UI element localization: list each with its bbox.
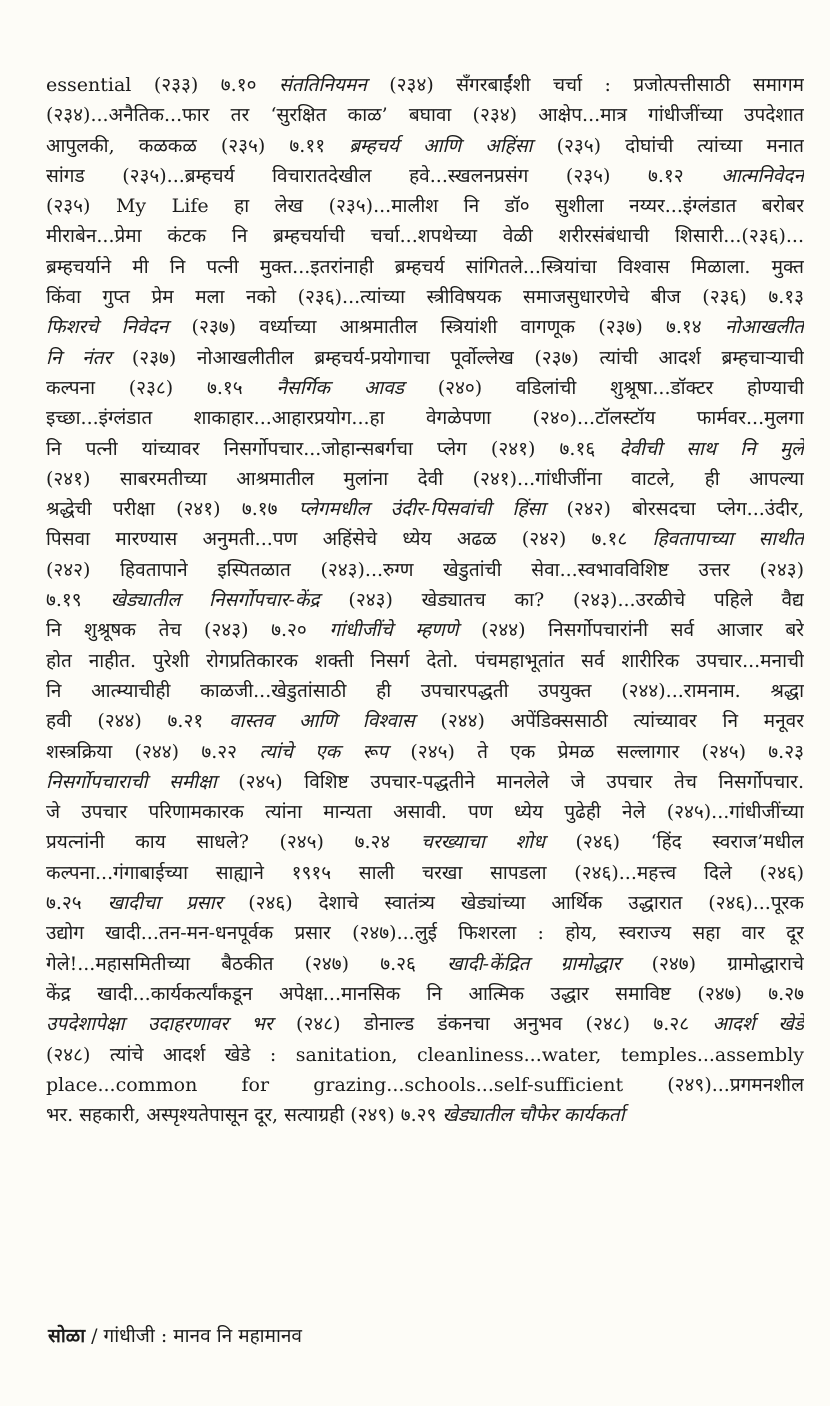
text-run: (२३७) नोआखलीतील ब्रम्हचर्य-प्रयोगाचा पूर्वोल्लेख (२३७) त्यांची आदर्श ब्रम्हचाऱ्याची xyxy=(111,346,804,369)
text-run: (२४३) खेड्यातच का? (२४३)...उरळीचे पहिले वैद्य xyxy=(319,589,804,612)
section-title: ब्रम्हचर्य आणि अहिंसा xyxy=(349,134,533,157)
text-line xyxy=(46,918,804,948)
text-line xyxy=(46,646,804,676)
text-line xyxy=(46,1100,804,1130)
text-line xyxy=(46,524,804,554)
index-text-block xyxy=(46,70,804,1130)
text-line xyxy=(46,373,804,403)
text-line xyxy=(46,615,804,645)
section-title: खादी-केंद्रित ग्रामोद्धार xyxy=(447,952,621,975)
text-line xyxy=(46,676,804,706)
text-line xyxy=(46,191,804,221)
text-run: श्रद्धेची परीक्षा (२४१) ७.१७ xyxy=(46,498,299,521)
section-title: खेड्यातील निसर्गोपचार-केंद्र xyxy=(110,589,320,612)
section-title: चरख्याचा शोध xyxy=(420,831,545,854)
text-run: (२४१) साबरमतीच्या आश्रमातील मुलांना देवी (२४१)...गांधीजींना वाटले, ही आपल्या xyxy=(46,467,804,490)
text-line xyxy=(46,464,804,494)
text-run: (२४४) अपेंडिक्ससाठी त्यांच्यावर नि मनूवर xyxy=(414,710,804,733)
text-run: ब्रम्हचर्याने मी नि पत्नी मुक्त...इतरांनाही ब्रम्हचर्य सांगितले...स्त्रियांचा विश्वास मिळाला. मुक्त xyxy=(46,255,804,278)
text-run: होत नाहीत. पुरेशी रोगप्रतिकारक शक्ती निसर्ग देतो. पंचमहाभूतांत सर्व शारीरिक उपचार...मनाची xyxy=(46,649,804,672)
section-title: हिवतापाच्या साथीत xyxy=(652,528,804,551)
text-line xyxy=(46,403,804,433)
text-line xyxy=(46,858,804,888)
text-run: (२३४) सँगरबाईंशी चर्चा : प्रजोत्पत्तीसाठी समागम xyxy=(366,74,804,96)
text-run: गेले!...महासमितीच्या बैठकीत (२४७) ७.२६ xyxy=(46,952,448,975)
section-title: फिशरचे निवेदन xyxy=(46,316,169,339)
text-run: नि पत्नी यांच्यावर निसर्गोपचार...जोहान्सबर्गचा प्लेग (२४१) ७.१६ xyxy=(46,437,620,460)
text-line xyxy=(46,1070,804,1100)
text-line xyxy=(46,585,804,615)
section-title: नैसर्गिक आवड xyxy=(276,376,404,399)
section-title: संततिनियमन xyxy=(278,74,367,96)
section-title: देवीची साथ नि मुले xyxy=(619,437,804,460)
text-run: भर. सहकारी, अस्पृश्यतेपासून दूर, सत्याग्रही (२४९) ७.२९ xyxy=(46,1104,443,1127)
text-run: (२४७) ग्रामोद्धाराचे xyxy=(620,952,804,975)
text-run: जे उपचार परिणामकारक त्यांना मान्यता असावी. पण ध्येय पुढेही नेले (२४५)...गांधीजींच्या xyxy=(46,801,804,824)
section-title: खादीचा प्रसार xyxy=(107,892,223,915)
text-line xyxy=(46,767,804,797)
text-line xyxy=(46,979,804,1009)
text-run: ७.१९ xyxy=(46,589,111,612)
text-line xyxy=(46,949,804,979)
book-title: गांधीजी : मानव नि महामानव xyxy=(103,1325,302,1347)
text-line xyxy=(46,131,804,161)
section-title: नि नंतर xyxy=(46,346,112,369)
text-line xyxy=(46,343,804,373)
text-run: (२३५) दोघांची त्यांच्या मनात xyxy=(532,134,804,157)
text-run: (२४८) डोनाल्ड डंकनचा अनुभव (२४८) ७.२८ xyxy=(272,1013,713,1036)
text-run: सांगड (२३५)...ब्रम्हचर्य विचारातदेखील हवे...स्खलनप्रसंग (२३५) ७.१२ xyxy=(46,164,722,187)
text-run: किंवा गुप्त प्रेम मला नको (२३६)...त्यांच्या स्त्रीविषयक समाजसुधारणेचे बीज (२३६) ७.१३ xyxy=(46,286,804,309)
text-line xyxy=(46,706,804,736)
text-run: इच्छा...इंग्लंडात शाकाहार...आहारप्रयोग...हा वेगळेपणा (२४०)...टॉलस्टॉय फार्मवर...मुलगा xyxy=(46,407,804,430)
section-title: त्यांचे एक रूप xyxy=(259,740,389,763)
section-title: प्लेगमधील उंदीर-पिसवांची हिंसा xyxy=(298,498,546,521)
text-line xyxy=(46,797,804,827)
text-line xyxy=(46,282,804,312)
section-title: खेड्यातील चौफेर कार्यकर्ता xyxy=(442,1104,625,1127)
text-line xyxy=(46,312,804,342)
page-number-label: सोळा xyxy=(48,1325,86,1347)
text-run: हवी (२४४) ७.२१ xyxy=(46,710,229,733)
text-run: पिसवा मारण्यास अनुमती...पण अहिंसेचे ध्येय अढळ (२४२) ७.१८ xyxy=(46,528,653,551)
text-run: (२४०) वडिलांची शुश्रूषा...डॉक्टर होण्याची xyxy=(403,376,804,399)
section-title: गांधीजींचे म्हणणे xyxy=(329,619,459,642)
text-run: (२३५) My Life हा लेख (२३५)...मालीश नि डॉ० सुशीला नय्यर...इंग्लंडात बरोबर xyxy=(46,195,804,218)
section-title: निसर्गोपचाराची समीक्षा xyxy=(46,770,217,793)
text-line xyxy=(46,494,804,524)
text-run: place...common for grazing...schools...self-sufficient (२४९)...प्रगमनशील xyxy=(46,1073,804,1096)
footer-separator: / xyxy=(91,1325,98,1347)
text-line xyxy=(46,70,804,100)
text-run: आपुलकी, कळकळ (२३५) ७.११ xyxy=(46,134,350,157)
text-run: शस्त्रक्रिया (२४४) ७.२२ xyxy=(46,740,260,763)
text-run: (२४६) देशाचे स्वातंत्र्य खेड्यांच्या आर्थिक उद्धारात (२४६)...पूरक xyxy=(222,892,804,915)
text-run: नि शुश्रूषक तेच (२४३) ७.२० xyxy=(46,619,330,642)
section-title: उपदेशापेक्षा उदाहरणावर भर xyxy=(46,1013,273,1036)
text-run: प्रयत्नांनी काय साधले? (२४५) ७.२४ xyxy=(46,831,421,854)
text-run: (२४४) निसर्गोपचारांनी सर्व आजार बरे xyxy=(458,619,804,642)
page-footer xyxy=(48,1322,302,1348)
section-title: वास्तव आणि विश्वास xyxy=(228,710,415,733)
text-line xyxy=(46,1009,804,1039)
section-title: आदर्श खेडे xyxy=(712,1013,804,1036)
text-run: कल्पना...गंगाबाईच्या साह्याने १९१५ साली चरखा सापडला (२४६)...महत्त्व दिले (२४६) xyxy=(46,861,804,884)
text-run: ७.२५ xyxy=(46,892,108,915)
text-line xyxy=(46,827,804,857)
text-line xyxy=(46,100,804,130)
text-run: कल्पना (२३८) ७.१५ xyxy=(46,376,277,399)
text-run: (२४२) हिवतापाने इस्पितळात (२४३)...रुग्ण खेडुतांची सेवा...स्वभावविशिष्ट उत्तर (२४३) xyxy=(46,558,804,581)
text-run: (२३७) वर्ध्याच्या आश्रमातील स्त्रियांशी वागणूक (२३७) ७.१४ xyxy=(168,316,725,339)
text-run: essential (२३३) ७.१० xyxy=(46,74,279,96)
text-line xyxy=(46,434,804,464)
text-run: केंद्र खादी...कार्यकर्त्यांकडून अपेक्षा...मानसिक नि आत्मिक उद्धार समाविष्ट (२४७) ७.२७ xyxy=(46,982,804,1005)
text-run: नि आत्म्याचीही काळजी...खेडुतांसाठी ही उपचारपद्धती उपयुक्त (२४४)...रामनाम. श्रद्धा xyxy=(46,679,804,702)
text-run: उद्योग खादी...तन-मन-धनपूर्वक प्रसार (२४७)...लुई फिशरला : होय, स्वराज्य सहा वार दूर xyxy=(46,922,804,945)
text-line xyxy=(46,221,804,251)
text-run: मीराबेन...प्रेमा कंटक नि ब्रम्हचर्याची चर्चा...शपथेच्या वेळी शरीरसंबंधाची शिसारी...(२३६)... xyxy=(46,225,804,248)
text-line xyxy=(46,161,804,191)
text-line xyxy=(46,555,804,585)
text-line xyxy=(46,737,804,767)
text-line xyxy=(46,252,804,282)
text-run: (२४८) त्यांचे आदर्श खेडे : sanitation, cleanliness...water, temples...assembly xyxy=(46,1043,804,1066)
text-run: (२४६) ‘हिंद स्वराज’मधील xyxy=(544,831,804,854)
section-title: नोआखलीत xyxy=(724,316,804,339)
text-run: (२४२) बोरसदचा प्लेग...उंदीर, xyxy=(545,498,804,521)
text-run: (२४५) ते एक प्रेमळ सल्लागार (२४५) ७.२३ xyxy=(388,740,804,763)
text-line xyxy=(46,1040,804,1070)
section-title: आत्मनिवेदन xyxy=(721,164,804,187)
text-line xyxy=(46,888,804,918)
text-run: (२४५) विशिष्ट उपचार-पद्धतीने मानलेले जे उपचार तेच निसर्गोपचार. xyxy=(216,770,804,793)
text-run: (२३४)...अनैतिक...फार तर ‘सुरक्षित काळ’ बघावा (२३४) आक्षेप...मात्र गांधीजींच्या उपदेशात xyxy=(46,104,804,127)
